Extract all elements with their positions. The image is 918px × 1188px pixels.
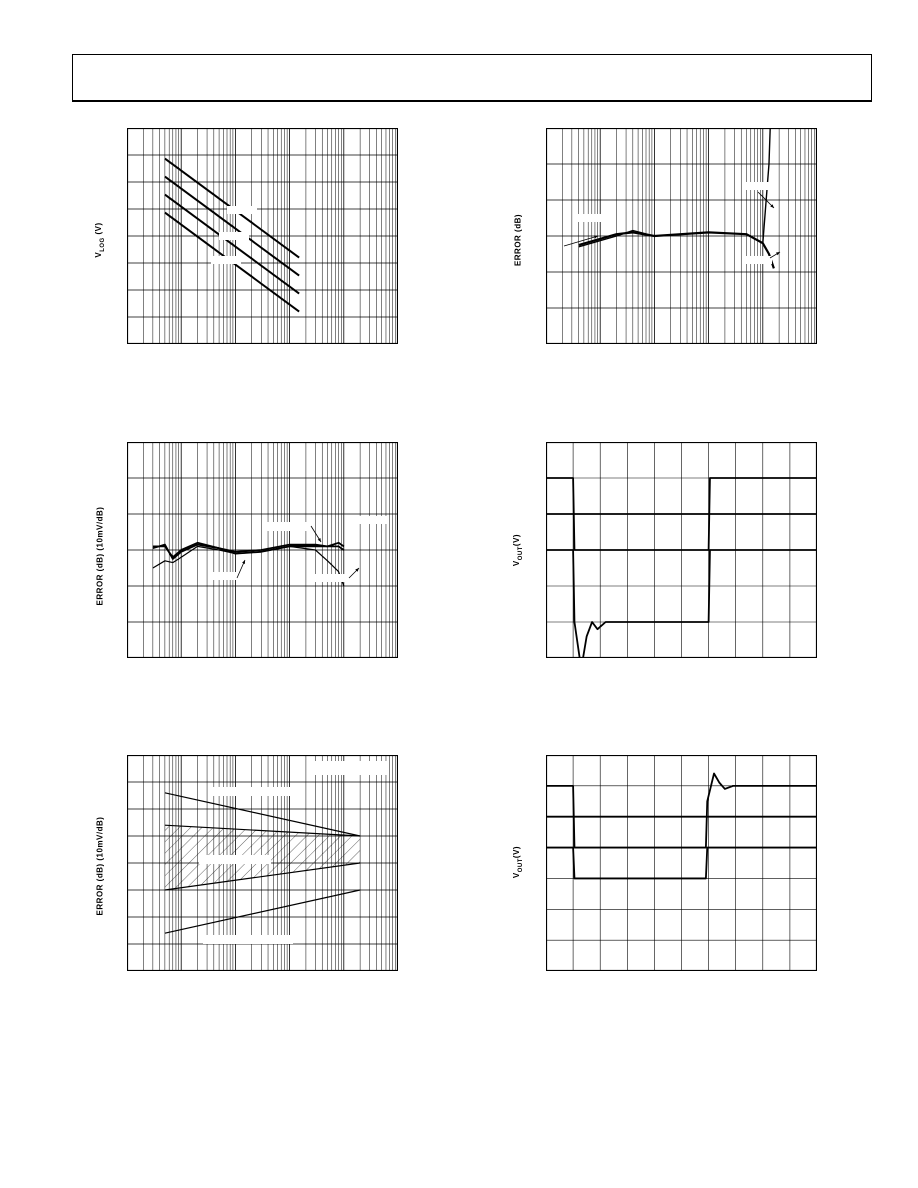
grid bbox=[546, 755, 817, 971]
callout-box bbox=[742, 256, 772, 264]
y-axis-label-vlog: $V_{LOG}$ (V) bbox=[94, 222, 106, 258]
series-line-1 bbox=[579, 128, 774, 247]
callout-box bbox=[313, 761, 389, 775]
callout-box bbox=[219, 232, 249, 240]
series-line-4 bbox=[165, 890, 360, 933]
y-axis-label-error-spec: ERROR (dB) (10mV/dB) bbox=[95, 816, 105, 916]
y-axis-label-vout-1: $V_{OUT}(V)$ bbox=[512, 533, 524, 567]
callout-box bbox=[576, 214, 602, 222]
callout-box bbox=[359, 516, 387, 524]
callout-box bbox=[211, 572, 241, 580]
callout-box bbox=[211, 787, 295, 796]
chart-vout-step-1 bbox=[546, 442, 817, 658]
callout-box bbox=[211, 256, 241, 264]
callout-box bbox=[313, 574, 353, 582]
chart-vlog-vs-input bbox=[127, 128, 398, 344]
chart-error-spec-band bbox=[127, 755, 398, 971]
grid bbox=[546, 128, 817, 344]
callout-box bbox=[203, 935, 293, 944]
chart-error-db bbox=[546, 128, 817, 344]
callout-box bbox=[267, 522, 311, 531]
y-axis-label-error-db-mv: ERROR (dB) (10mV/dB) bbox=[95, 506, 105, 606]
y-axis-label-vout-2: $V_{OUT}(V)$ bbox=[512, 845, 524, 879]
callout-box bbox=[199, 855, 271, 864]
chart-error-db-mv bbox=[127, 442, 398, 658]
callout-box bbox=[227, 206, 257, 214]
callout-box bbox=[746, 182, 772, 190]
chart-vout-step-2 bbox=[546, 755, 817, 971]
page-header-box bbox=[72, 54, 872, 102]
callout-arrowhead bbox=[594, 236, 598, 239]
y-axis-label-error-db: ERROR (dB) bbox=[513, 213, 523, 267]
